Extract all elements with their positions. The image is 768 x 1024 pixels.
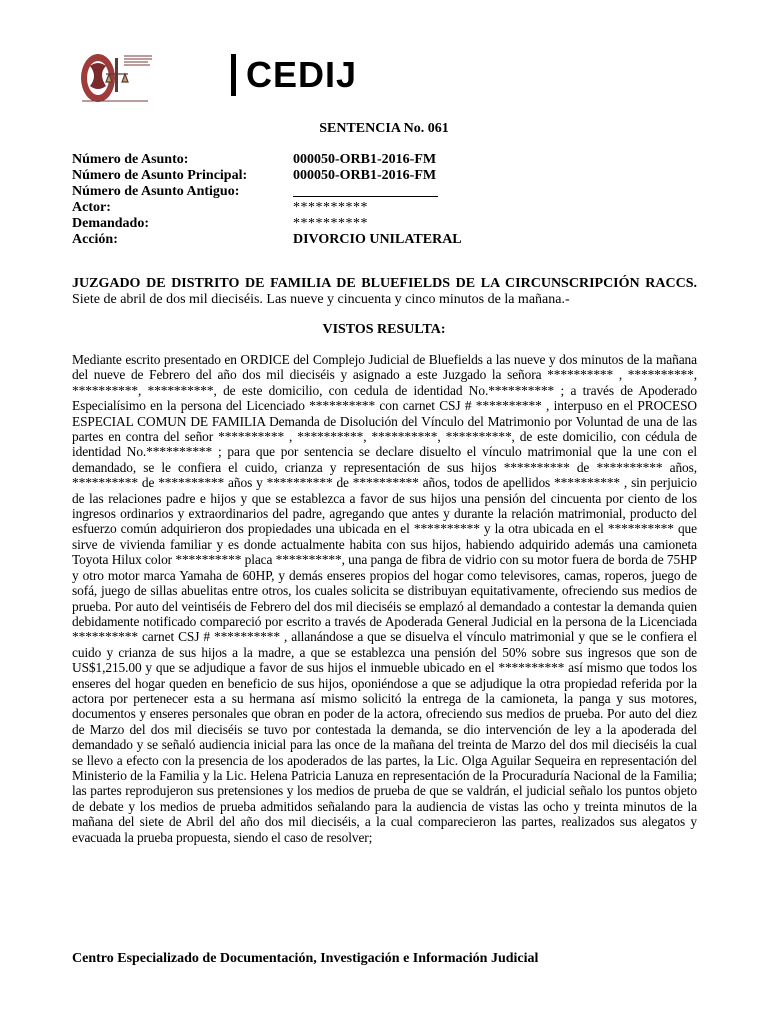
court-date: Siete de abril de dos mil dieciséis. Las nueve y cincuenta y cinco minutos de la mañana.- — [72, 292, 570, 307]
body-paragraph: Mediante escrito presentado en ORDICE del Complejo Judicial de Bluefields a las nueve y dos minutos de la mañana del nueve de Febrero del año dos mil dieciséis y asignado a este Juzgado la señora ********** , **********, **********, **********, de este domicilio, con cedula de identidad No.********** ; a través de Apoderado Especialísimo en la persona del Licenciado ********** con carnet CSJ # ********** , interpuso en el PROCESO ESPECIAL COMUN DE FAMILIA Demanda de Disolución del Vínculo del Matrimonio por Voluntad de una de las partes en contra del señor ********** , **********, **********, **********, de este domicilio, con cédula de identidad No.********** ; para que por sentencia se declare disuelto el vínculo matrimonial que la une con el demandado, se le confiera el cuido, crianza y representación de sus hijos ********** de ********** años, ********** de ********** años y ********** de ********** años, todos de apellidos ********** , sin perjuicio de las relaciones padre e hijos y que se establezca a favor de sus hijos una pensión del cincuenta por ciento de los ingresos ordinarios y extraordinarios del padre, agregando que antes y durante la relación matrimonial, producto del esfuerzo común adquirieron dos propiedades una ubicada en el ********** y la otra ubicada en el ********** que sirve de vivienda familiar y es donde actualmente habita con sus hijos, habiendo adquirido además una camioneta Toyota Hilux color ********** placa **********, una panga de fibra de vidrio con su motor fuera de borda de 75HP y otro motor marca Yamaha de 60HP, y demás enseres propios del hogar como televisores, camas, roperos, juego de sofá, juego de sillas abuelitas entre otros, los cuales solicita se distribuyan equitativamente, ofreciendo sus medios de prueba. Por auto del veintiséis de Febrero del dos mil dieciséis se emplazó al demandado a contestar la demanda quien debidamente notificado compareció por escrito a través de Apoderada General Judicial en la persona de la Licenciada ********** carnet CSJ # ********** , allanándose a que se disuelva el vínculo matrimonial y que se le confiera el cuido y crianza de sus hijos a la madre, a que se establezca una pensión del 50% sobre sus ingresos que son de US$1,215.00 y que se adjudique a favor de sus hijos el inmueble ubicado en el ********** así mismo que todos los enseres del hogar queden en beneficio de sus hijos, oponiéndose a que se adjudique la otra propiedad referida por la actora por pertenecer esta a su hermana así mismo solicitó la entrega de la camioneta, la panga y sus motores, documentos y enseres personales que obran en poder de la actora, ofreciendo sus medios de prueba. Por auto del diez de Marzo del dos mil dieciséis se tuvo por contestada la demanda, se dio intervención de ley a la apoderada del demandado y se señaló audiencia inicial para las once de la mañana del treinta de Marzo del dos mil dieciséis la cual se llevo a efecto con la presencia de los apoderados de las partes, la Lic. Olga Aguilar Sequeira en representación del Ministerio de la Familia y la Lic. Helena Patricia Lanuza en representación de la Procuraduría Nacional de la Familia; las partes reprodujeron sus pretensiones y los medios de prueba de que se valdrán, el judicial señalo los puntos objeto de debate y los medios de prueba admitidos señalando para la audiencia de vistas las ocho y treinta minutos de la mañana del siete de Abril del año dos mil dieciséis, a la cual comparecieron las partes, realizados sus alegatos y evacuada la prueba propuesta, siendo el caso de resolver; — [72, 352, 697, 845]
meta-value: 000050-ORB1-2016-FM — [293, 168, 437, 183]
meta-label: Acción: — [72, 232, 118, 247]
sentence-title: SENTENCIA No. 061 — [319, 121, 449, 136]
meta-value: ********** — [293, 216, 368, 231]
court-paragraph — [72, 276, 697, 308]
brand-name: CEDIJ — [246, 54, 358, 95]
meta-row-case-number — [72, 152, 702, 168]
meta-label: Número de Asunto: — [72, 152, 189, 167]
meta-row-action — [72, 232, 702, 248]
meta-value: ********** — [293, 200, 368, 215]
document-header — [76, 48, 376, 106]
meta-row-main-case-number — [72, 168, 702, 184]
cedij-emblem-logo — [76, 48, 154, 106]
logo-divider — [231, 54, 236, 96]
court-heading: JUZGADO DE DISTRITO DE FAMILIA DE BLUEFIELDS DE LA CIRCUNSCRIPCIÓN RACCS. — [72, 276, 697, 291]
case-metadata — [72, 152, 702, 248]
meta-label: Actor: — [72, 200, 111, 215]
meta-row-plaintiff — [72, 200, 702, 216]
meta-row-old-case-number — [72, 184, 702, 200]
meta-label: Número de Asunto Principal: — [72, 168, 248, 183]
meta-label: Demandado: — [72, 216, 150, 231]
footer-institution: Centro Especializado de Documentación, Investigación e Información Judicial — [72, 951, 539, 966]
blank-underline — [293, 184, 438, 197]
meta-row-defendant — [72, 216, 702, 232]
section-title: VISTOS RESULTA: — [322, 322, 446, 337]
meta-value: DIVORCIO UNILATERAL — [293, 232, 462, 247]
meta-value-blank-line — [293, 184, 438, 200]
meta-value: 000050-ORB1-2016-FM — [293, 152, 437, 167]
meta-label: Número de Asunto Antiguo: — [72, 184, 240, 199]
